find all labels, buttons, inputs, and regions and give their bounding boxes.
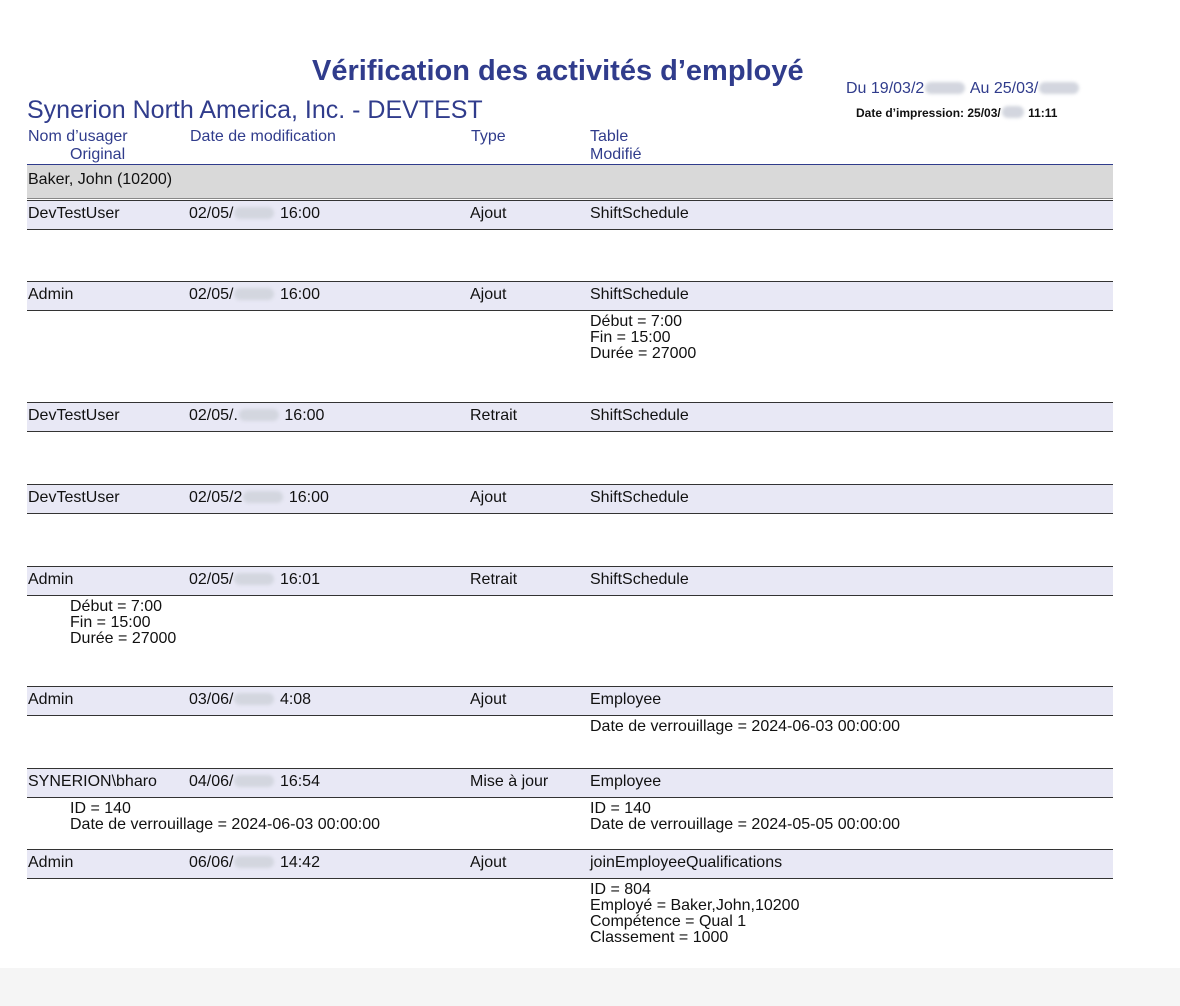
col-header-modified: Modifié bbox=[590, 146, 642, 163]
record-row bbox=[27, 484, 1113, 514]
redacted-year bbox=[234, 573, 274, 585]
redacted-year bbox=[925, 82, 965, 94]
record-date bbox=[189, 489, 329, 507]
record-date bbox=[189, 571, 320, 589]
modified-detail-line: Classement = 1000 bbox=[590, 929, 729, 946]
record-time: 4:08 bbox=[279, 691, 312, 708]
record-time: 16:00 bbox=[288, 489, 329, 506]
record-date-prefix: 02/05/ bbox=[189, 286, 234, 303]
record-table: ShiftSchedule bbox=[590, 286, 689, 303]
redacted-year bbox=[234, 693, 274, 705]
record-date-prefix: 03/06/ bbox=[189, 691, 234, 708]
record-type: Ajout bbox=[470, 286, 507, 303]
record-date bbox=[189, 773, 320, 791]
modified-detail-line: Date de verrouillage = 2024-06-03 00:00:00 bbox=[590, 718, 900, 735]
record-date-prefix: 02/05/ bbox=[189, 205, 234, 222]
employee-group-header: Baker, John (10200) bbox=[27, 165, 1113, 199]
record-date-prefix: 02/05/. bbox=[189, 407, 238, 424]
record-user: DevTestUser bbox=[28, 205, 120, 222]
modified-detail-line: Début = 7:00 bbox=[590, 313, 683, 330]
record-row bbox=[27, 686, 1113, 716]
record-user: DevTestUser bbox=[28, 407, 120, 424]
redacted-year bbox=[234, 856, 274, 868]
record-time: 14:42 bbox=[279, 854, 320, 871]
record-row bbox=[27, 200, 1113, 230]
record-type: Mise à jour bbox=[470, 773, 549, 790]
record-user: SYNERION\bharo bbox=[28, 773, 157, 790]
record-user: Admin bbox=[28, 286, 74, 303]
record-user: Admin bbox=[28, 854, 74, 871]
print-date bbox=[856, 106, 1057, 120]
record-type: Ajout bbox=[470, 205, 507, 222]
record-row bbox=[27, 281, 1113, 311]
record-date bbox=[189, 407, 324, 425]
record-row bbox=[27, 402, 1113, 432]
report-period bbox=[846, 80, 1080, 98]
original-detail-line: Fin = 15:00 bbox=[70, 614, 151, 631]
redacted-year bbox=[234, 288, 274, 300]
record-table: Employee bbox=[590, 691, 662, 708]
modified-detail-line: ID = 140 bbox=[590, 800, 651, 817]
modified-detail-line: Fin = 15:00 bbox=[590, 329, 671, 346]
print-date-label: Date d’impression: 25/03/ bbox=[856, 106, 1001, 120]
original-detail-line: Durée = 27000 bbox=[70, 630, 177, 647]
record-date-prefix: 04/06/ bbox=[189, 773, 234, 790]
viewer-bottom-bar bbox=[0, 968, 1180, 1006]
record-date bbox=[189, 205, 320, 223]
print-time: 11:11 bbox=[1028, 106, 1058, 120]
col-header-original: Original bbox=[70, 146, 126, 163]
modified-detail-line: Compétence = Qual 1 bbox=[590, 913, 747, 930]
modified-detail-line: Durée = 27000 bbox=[590, 345, 697, 362]
report-title: Vérification des activités d’employé bbox=[312, 55, 804, 87]
record-date bbox=[189, 286, 320, 304]
period-to: Au 25/03/ bbox=[969, 80, 1039, 97]
record-user: Admin bbox=[28, 571, 74, 588]
record-type: Ajout bbox=[470, 489, 507, 506]
record-time: 16:00 bbox=[284, 407, 325, 424]
original-detail-line: ID = 140 bbox=[70, 800, 131, 817]
record-table: Employee bbox=[590, 773, 662, 790]
record-table: ShiftSchedule bbox=[590, 489, 689, 506]
col-header-table: Table bbox=[590, 128, 629, 145]
record-type: Ajout bbox=[470, 691, 507, 708]
redacted-year bbox=[234, 207, 274, 219]
record-row bbox=[27, 768, 1113, 798]
original-detail-line: Début = 7:00 bbox=[70, 598, 163, 615]
record-type: Retrait bbox=[470, 571, 518, 588]
redacted-year bbox=[1039, 82, 1079, 94]
company-name: Synerion North America, Inc. - DEVTEST bbox=[27, 96, 483, 124]
redacted-year bbox=[239, 409, 279, 421]
record-type: Retrait bbox=[470, 407, 518, 424]
redacted-year bbox=[1002, 106, 1024, 118]
record-date-prefix: 02/05/2 bbox=[189, 489, 243, 506]
record-table: ShiftSchedule bbox=[590, 571, 689, 588]
redacted-year bbox=[243, 491, 283, 503]
modified-detail-line: Employé = Baker,John,10200 bbox=[590, 897, 800, 914]
original-detail-line: Date de verrouillage = 2024-06-03 00:00:00 bbox=[70, 816, 380, 833]
modified-detail-line: ID = 804 bbox=[590, 881, 651, 898]
record-type: Ajout bbox=[470, 854, 507, 871]
col-header-user: Nom d’usager bbox=[28, 128, 128, 145]
record-time: 16:01 bbox=[279, 571, 320, 588]
redacted-year bbox=[234, 775, 274, 787]
col-header-type: Type bbox=[471, 128, 506, 145]
record-table: ShiftSchedule bbox=[590, 407, 689, 424]
period-from: Du 19/03/2 bbox=[846, 80, 925, 97]
record-user: DevTestUser bbox=[28, 489, 120, 506]
record-date-prefix: 06/06/ bbox=[189, 854, 234, 871]
modified-detail-line: Date de verrouillage = 2024-05-05 00:00:00 bbox=[590, 816, 900, 833]
record-date bbox=[189, 854, 320, 872]
record-table: ShiftSchedule bbox=[590, 205, 689, 222]
col-header-date: Date de modification bbox=[190, 128, 336, 145]
record-table: joinEmployeeQualifications bbox=[590, 854, 783, 871]
record-row bbox=[27, 849, 1113, 879]
record-time: 16:00 bbox=[279, 205, 320, 222]
record-user: Admin bbox=[28, 691, 74, 708]
record-row bbox=[27, 566, 1113, 596]
record-time: 16:54 bbox=[279, 773, 320, 790]
record-date bbox=[189, 691, 311, 709]
record-time: 16:00 bbox=[279, 286, 320, 303]
record-date-prefix: 02/05/ bbox=[189, 571, 234, 588]
